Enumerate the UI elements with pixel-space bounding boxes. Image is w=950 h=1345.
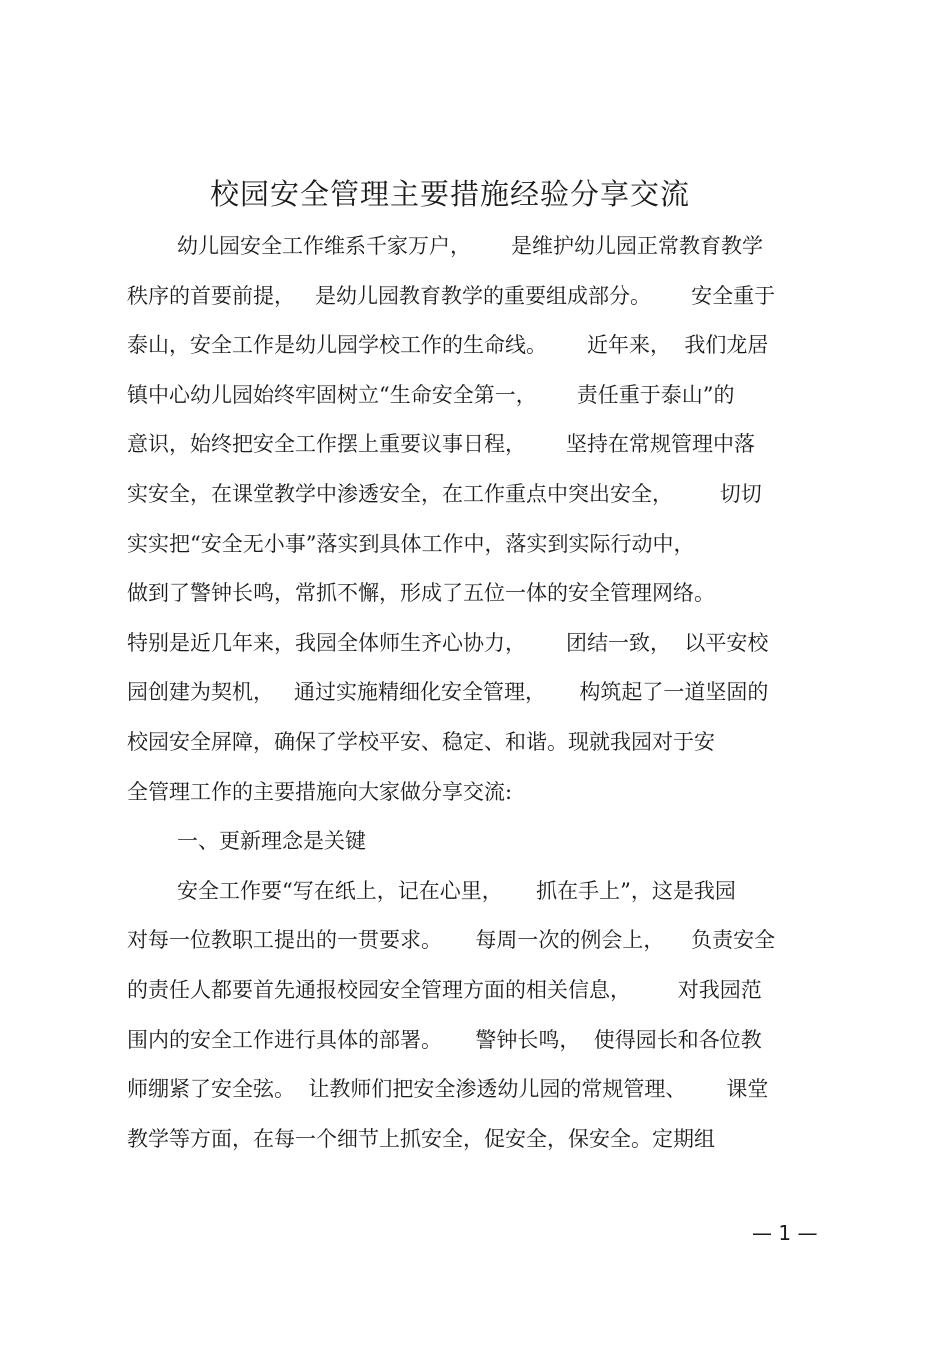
body-line: 对每一位教职工提出的一贯要求。 每周一次的例会上， 负责安全 [127, 928, 776, 953]
body-line: 教学等方面，在每一个细节上抓安全，促安全，保安全。定期组 [127, 1126, 715, 1151]
body-line: 围内的安全工作进行具体的部署。 警钟长鸣， 使得园长和各位教 [127, 1027, 762, 1052]
body-line: 实安全，在课堂教学中渗透安全，在工作重点中突出安全， 切切 [127, 481, 762, 506]
document-body [127, 222, 837, 1164]
body-line: 园创建为契机， 通过实施精细化安全管理， 构筑起了一道坚固的 [127, 680, 769, 705]
body-line: 特别是近几年来，我园全体师生齐心协力， 团结一致， 以平安校 [127, 630, 769, 655]
body-line: 的责任人都要首先通报校园安全管理方面的相关信息， 对我园范 [127, 977, 762, 1002]
body-line: 安全工作要“写在纸上，记在心里， 抓在手上”，这是我园 [177, 878, 736, 903]
body-line: 一、更新理念是关键 [177, 829, 366, 854]
body-line: 意识，始终把安全工作摆上重要议事日程， 坚持在常规管理中落 [127, 432, 756, 457]
body-line: 实实把“安全无小事”落实到具体工作中，落实到实际行动中， [127, 531, 695, 556]
body-line: 秩序的首要前提， 是幼儿园教育教学的重要组成部分。 安全重于 [127, 283, 776, 308]
body-line: 泰山，安全工作是幼儿园学校工作的生命线。 近年来， 我们龙居 [127, 333, 769, 358]
body-line: 校园安全屏障，确保了学校平安、稳定、和谐。现就我园对于安 [127, 729, 715, 754]
body-line: 全管理工作的主要措施向大家做分享交流: [127, 779, 513, 804]
body-line: 做到了警钟长鸣，常抓不懈，形成了五位一体的安全管理网络。 [127, 581, 715, 606]
document-title: 校园安全管理主要措施经验分享交流 [209, 177, 690, 211]
body-line: 幼儿园安全工作维系千家万户， 是维护幼儿园正常教育教学 [177, 234, 764, 258]
page-number: — 1 — [752, 1221, 818, 1245]
body-line: 镇中心幼儿园始终牢固树立“生命安全第一， 责任重于泰山”的 [127, 382, 735, 407]
body-line: 师绷紧了安全弦。 让教师们把安全渗透幼儿园的常规管理、 课堂 [127, 1077, 769, 1102]
